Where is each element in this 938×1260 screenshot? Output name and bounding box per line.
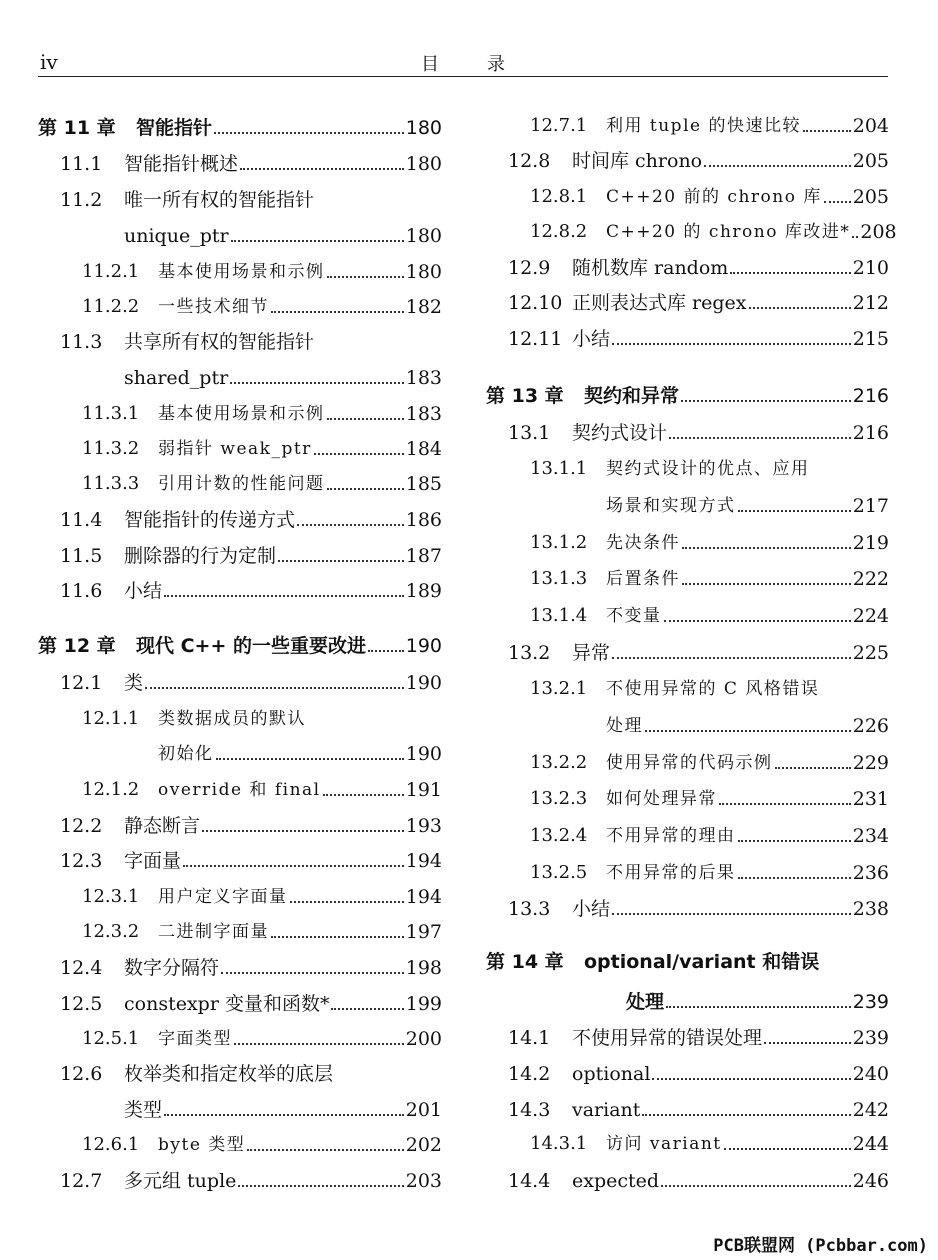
toc-entry [38, 326, 442, 354]
leader-dots [612, 342, 851, 345]
toc-entry [38, 952, 442, 980]
leader-dots [803, 129, 851, 132]
page-number: iv [40, 50, 58, 74]
toc-entry-page: 224 [852, 605, 889, 627]
toc-entry-number: 13.1 [508, 422, 551, 444]
toc-entry [38, 184, 442, 212]
toc-entry-number: 12.5 [60, 993, 103, 1015]
toc-entry-number: 13.1.1 [530, 458, 588, 479]
toc-entry-title: 智能指针 [136, 117, 213, 139]
toc-entry [38, 810, 442, 838]
leader-dots [738, 509, 851, 512]
toc-entry-page: 180 [405, 225, 442, 247]
leader-dots [164, 1113, 404, 1116]
leader-dots [183, 864, 404, 867]
leader-dots [764, 1041, 851, 1044]
toc-entry-title: 小结 [572, 328, 611, 350]
toc-entry [38, 256, 442, 284]
toc-entry-title: 契约和异常 [584, 385, 680, 407]
leader-dots [704, 164, 851, 167]
toc-entry [38, 220, 442, 248]
leader-dots [730, 271, 850, 274]
toc-entry-title: 异常 [572, 642, 611, 664]
leader-dots [612, 656, 851, 659]
toc-entry [38, 1094, 442, 1122]
leader-dots [145, 686, 404, 689]
toc-entry-number: 13.2.1 [530, 678, 588, 699]
toc-entry-title: 不用异常的理由 [606, 826, 736, 846]
toc-entry-number: 14.2 [508, 1063, 551, 1085]
toc-entry [486, 110, 889, 138]
toc-entry-title: 时间库 chrono [572, 150, 703, 172]
toc-entry-page: 190 [405, 743, 442, 765]
leader-dots [681, 399, 851, 402]
toc-entry-number: 12.8.2 [530, 221, 588, 242]
toc-entry-number: 11.2 [60, 189, 103, 211]
toc-entry-number: 11.5 [60, 545, 103, 567]
toc-entry [38, 291, 442, 319]
toc-entry [38, 148, 442, 176]
leader-dots [719, 802, 851, 805]
toc-entry [38, 988, 442, 1016]
toc-entry-number: 14.1 [508, 1027, 551, 1049]
toc-entry-page: 201 [405, 1099, 442, 1121]
toc-entry [486, 145, 889, 173]
toc-entry-title: 智能指针概述 [124, 153, 239, 175]
toc-entry-title: 共享所有权的智能指针 [124, 331, 315, 353]
toc-entry-number: 12.2 [60, 815, 103, 837]
toc-entry-title: 契约式设计 [572, 422, 668, 444]
toc-entry-page: 197 [405, 921, 442, 943]
toc-entry-title: 先决条件 [606, 533, 680, 553]
toc-entry [38, 703, 442, 731]
toc-entry-number: 12.8.1 [530, 186, 588, 207]
toc-entry [486, 673, 889, 701]
leader-dots [682, 582, 851, 585]
toc-entry-title: 引用计数的性能问题 [158, 474, 325, 494]
toc-entry-number: 12.1 [60, 672, 103, 694]
toc-entry-title: 契约式设计的优点、应用 [606, 459, 810, 479]
toc-entry-page: 216 [852, 422, 889, 444]
toc-entry-title: 类数据成员的默认 [158, 709, 306, 729]
leader-dots [221, 971, 404, 974]
toc-entry-title: constexpr 变量和函数* [124, 993, 330, 1015]
toc-entry-page: 183 [405, 367, 442, 389]
toc-entry-title: 类 [124, 672, 144, 694]
toc-entry [486, 893, 889, 921]
toc-entry-title: expected [572, 1170, 660, 1192]
toc-entry-title: 智能指针的传递方式 [124, 509, 296, 531]
toc-entry [486, 287, 889, 315]
leader-dots [278, 559, 404, 562]
toc-entry-number: 13.2.3 [530, 788, 588, 809]
toc-entry-number: 12.6 [60, 1063, 103, 1085]
toc-entry-page: 231 [852, 788, 889, 810]
toc-entry-number: 第 12 章 [38, 635, 116, 657]
toc-entry [486, 637, 889, 665]
toc-entry-title: 唯一所有权的智能指针 [124, 189, 315, 211]
toc-entry [486, 380, 889, 408]
toc-entry-number: 11.3.1 [82, 403, 140, 424]
toc-entry [486, 563, 889, 591]
leader-dots [642, 1113, 850, 1116]
toc-entry-page: 238 [852, 898, 889, 920]
toc-entry-page: 191 [405, 779, 442, 801]
toc-entry [486, 1022, 889, 1050]
toc-entry-number: 12.6.1 [82, 1134, 140, 1155]
watermark: PCB联盟网 (Pcbbar.com) [713, 1236, 928, 1256]
toc-entry [38, 845, 442, 873]
toc-entry-number: 11.3.2 [82, 438, 140, 459]
toc-entry-page: 180 [405, 117, 442, 139]
toc-entry-page: 210 [852, 257, 889, 279]
toc-entry-title: 弱指针 weak_ptr [158, 439, 312, 459]
toc-entry [486, 710, 889, 738]
leader-dots [271, 935, 404, 938]
leader-dots [214, 131, 404, 134]
toc-entry [486, 946, 889, 974]
toc-entry [38, 398, 442, 426]
toc-entry-page: 229 [852, 752, 889, 774]
toc-entry-title: 不变量 [606, 606, 662, 626]
leader-dots [297, 523, 404, 526]
toc-entry-page: 189 [405, 580, 442, 602]
toc-entry-page: 215 [852, 328, 889, 350]
toc-entry [486, 747, 889, 775]
toc-entry [38, 1058, 442, 1086]
toc-entry-number: 12.5.1 [82, 1028, 140, 1049]
toc-entry-page: 183 [405, 403, 442, 425]
toc-entry-number: 13.3 [508, 898, 551, 920]
toc-entry-number: 11.4 [60, 509, 103, 531]
leader-dots [645, 729, 851, 732]
leader-dots [738, 839, 851, 842]
leader-dots [775, 766, 851, 769]
leader-dots [240, 167, 404, 170]
toc-entry [486, 453, 889, 481]
leader-dots [238, 1184, 403, 1187]
toc-entry-number: 12.3.2 [82, 921, 140, 942]
toc-entry-number: 13.1.4 [530, 605, 588, 626]
toc-entry-page: 212 [852, 292, 889, 314]
leader-dots [327, 275, 404, 278]
toc-entry-title: 多元组 tuple [124, 1170, 237, 1192]
toc-entry-title: optional/variant 和错误 [584, 951, 820, 973]
toc-entry-number: 11.1 [60, 153, 103, 175]
toc-entry-number: 11.6 [60, 580, 103, 602]
toc-entry-number: 13.1.2 [530, 532, 588, 553]
toc-entry-number: 12.1.1 [82, 708, 140, 729]
toc-entry-number: 12.4 [60, 957, 103, 979]
leader-dots [682, 546, 851, 549]
toc-entry-number: 12.7.1 [530, 115, 588, 136]
leader-dots [247, 1148, 403, 1151]
leader-dots [664, 619, 851, 622]
toc-entry-title: 访问 variant [606, 1134, 722, 1154]
toc-entry-title: 枚举类和指定枚举的底层 [124, 1063, 334, 1085]
toc-entry [38, 630, 442, 658]
leader-dots [231, 239, 404, 242]
toc-entry [38, 575, 442, 603]
toc-entry-title: 用户定义字面量 [158, 887, 288, 907]
toc-entry-page: 208 [860, 221, 897, 243]
toc-entry-title: 后置条件 [606, 569, 680, 589]
toc-entry-page: 200 [405, 1028, 442, 1050]
toc-entry [38, 881, 442, 909]
toc-entry-page: 182 [405, 296, 442, 318]
toc-entry-title: 字面量 [124, 850, 182, 872]
toc-entry-page: 239 [852, 991, 889, 1013]
toc-entry [38, 1129, 442, 1157]
toc-entry-number: 13.1.3 [530, 568, 588, 589]
toc-entry-number: 12.8 [508, 150, 551, 172]
toc-entry-number: 14.3 [508, 1099, 551, 1121]
toc-entry [486, 323, 889, 351]
toc-entry-number: 第 11 章 [38, 117, 116, 139]
toc-entry-title: 随机数库 random [572, 257, 729, 279]
toc-entry-page: 180 [405, 153, 442, 175]
leader-dots [852, 235, 858, 238]
toc-entry-title: byte 类型 [158, 1135, 246, 1155]
toc-entry [38, 774, 442, 802]
toc-entry-page: 185 [405, 473, 442, 495]
toc-entry-number: 11.2.2 [82, 296, 140, 317]
toc-entry-number: 12.1.2 [82, 779, 140, 800]
toc-entry-page: 234 [852, 825, 889, 847]
toc-entry-number: 13.2.2 [530, 752, 588, 773]
toc-entry-number: 13.2 [508, 642, 551, 664]
toc-entry [486, 252, 889, 280]
leader-dots [669, 436, 851, 439]
toc-entry-number: 11.3.3 [82, 473, 140, 494]
toc-entry-title: 一些技术细节 [158, 297, 269, 317]
toc-entry-page: 219 [852, 532, 889, 554]
leader-dots [216, 757, 404, 760]
toc-entry-page: 216 [852, 385, 889, 407]
toc-entry-title: 处理 [606, 716, 643, 736]
leader-dots [164, 594, 404, 597]
leader-dots [323, 793, 404, 796]
toc-entry-page: 242 [852, 1099, 889, 1121]
toc-entry [486, 820, 889, 848]
toc-entry-title: C++20 前的 chrono 库 [606, 187, 822, 207]
toc-entry-page: 187 [405, 545, 442, 567]
leader-dots [738, 876, 851, 879]
toc-entry-title: 利用 tuple 的快速比较 [606, 116, 801, 136]
toc-entry-page: 205 [852, 150, 889, 172]
toc-entry-page: 246 [852, 1170, 889, 1192]
page-title: 目录 [421, 54, 553, 75]
toc-entry-title: unique_ptr [124, 225, 229, 247]
toc-entry-number: 12.3 [60, 850, 103, 872]
toc-entry [486, 857, 889, 885]
toc-entry-number: 14.4 [508, 1170, 551, 1192]
toc-entry-page: 222 [852, 568, 889, 590]
toc-entry-page: 193 [405, 815, 442, 837]
toc-entry [38, 916, 442, 944]
toc-entry [486, 783, 889, 811]
toc-entry-number: 13.2.5 [530, 862, 588, 883]
toc-entry-title: 静态断言 [124, 815, 201, 837]
toc-entry [38, 112, 442, 140]
leader-dots [661, 1184, 851, 1187]
toc-entry-page: 199 [405, 993, 442, 1015]
toc-entry-page: 239 [852, 1027, 889, 1049]
toc-entry [486, 417, 889, 445]
toc-entry [38, 504, 442, 532]
toc-entry-number: 12.7 [60, 1170, 103, 1192]
toc-entry-title: variant [572, 1099, 641, 1121]
toc-entry-title: 不使用异常的错误处理 [572, 1027, 763, 1049]
toc-entry-title: 字面类型 [158, 1029, 232, 1049]
toc-entry-page: 198 [405, 957, 442, 979]
page-header [38, 50, 888, 77]
toc-entry-page: 205 [852, 186, 889, 208]
leader-dots [230, 381, 404, 384]
leader-dots [290, 900, 404, 903]
toc-entry [486, 1165, 889, 1193]
toc-entry [38, 433, 442, 461]
toc-entry-title: 类型 [124, 1099, 163, 1121]
leader-dots [327, 487, 404, 490]
toc-entry-page: 184 [405, 438, 442, 460]
toc-entry-title: 小结 [124, 580, 163, 602]
toc-entry-title: 基本使用场景和示例 [158, 262, 325, 282]
toc-entry [38, 667, 442, 695]
leader-dots [202, 829, 404, 832]
toc-entry [38, 1023, 442, 1051]
leader-dots [749, 306, 851, 309]
toc-entry-page: 225 [852, 642, 889, 664]
toc-entry-page: 244 [852, 1133, 889, 1155]
toc-entry-page: 186 [405, 509, 442, 531]
toc-entry-page: 203 [405, 1170, 442, 1192]
toc-entry-title: optional [572, 1063, 651, 1085]
toc-entry-page: 204 [852, 115, 889, 137]
leader-dots [666, 1005, 851, 1008]
toc-entry-title: shared_ptr [124, 367, 229, 389]
toc-entry [38, 362, 442, 390]
toc-entry-page: 217 [852, 495, 889, 517]
toc-entry [486, 527, 889, 555]
toc-entry-title: 删除器的行为定制 [124, 545, 277, 567]
toc-entry-page: 190 [405, 672, 442, 694]
toc-entry-title: 不使用异常的 C 风格错误 [606, 679, 820, 699]
toc-entry-number: 11.2.1 [82, 261, 140, 282]
toc-entry-title: override 和 final [158, 780, 321, 800]
toc-entry-number: 第 13 章 [486, 385, 564, 407]
toc-entry-number: 12.3.1 [82, 886, 140, 907]
toc-entry-number: 12.11 [508, 328, 563, 350]
toc-entry-title: 数字分隔符 [124, 957, 220, 979]
leader-dots [824, 200, 851, 203]
toc-entry [486, 986, 889, 1014]
toc-entry [486, 1058, 889, 1086]
toc-entry-title: 初始化 [158, 744, 214, 764]
toc-entry-number: 第 14 章 [486, 951, 564, 973]
toc-entry [38, 1165, 442, 1193]
leader-dots [724, 1147, 851, 1150]
leader-dots [314, 452, 404, 455]
leader-dots [331, 1007, 403, 1010]
toc-entry [486, 600, 889, 628]
toc-entry-page: 240 [852, 1063, 889, 1085]
toc-entry [38, 540, 442, 568]
leader-dots [368, 649, 404, 652]
toc-entry-page: 190 [405, 635, 442, 657]
toc-entry-number: 11.3 [60, 331, 103, 353]
toc-entry-title: 基本使用场景和示例 [158, 404, 325, 424]
toc-entry [38, 468, 442, 496]
toc-entry-title: 场景和实现方式 [606, 496, 736, 516]
toc-entry [486, 1128, 889, 1156]
toc-entry-title: 使用异常的代码示例 [606, 753, 773, 773]
toc-entry [486, 181, 889, 209]
leader-dots [271, 310, 404, 313]
toc-entry-title: C++20 的 chrono 库改进* [606, 222, 851, 242]
toc-entry [38, 738, 442, 766]
toc-entry-page: 180 [405, 261, 442, 283]
toc-entry-number: 13.2.4 [530, 825, 588, 846]
toc-entry-title: 正则表达式库 regex [572, 292, 747, 314]
toc-entry-title: 处理 [626, 991, 665, 1013]
toc-entry-title: 不用异常的后果 [606, 863, 736, 883]
toc-entry [486, 490, 889, 518]
toc-entry-page: 226 [852, 715, 889, 737]
toc-entry-page: 194 [405, 850, 442, 872]
toc-entry-title: 小结 [572, 898, 611, 920]
leader-dots [234, 1042, 404, 1045]
toc-entry-page: 194 [405, 886, 442, 908]
toc-entry-title: 二进制字面量 [158, 922, 269, 942]
leader-dots [652, 1077, 850, 1080]
leader-dots [327, 417, 404, 420]
toc-entry-page: 236 [852, 862, 889, 884]
toc-entry-number: 12.9 [508, 257, 551, 279]
toc-entry-title: 如何处理异常 [606, 789, 717, 809]
toc-entry [486, 216, 897, 244]
toc-entry-number: 12.10 [508, 292, 563, 314]
toc-entry-number: 14.3.1 [530, 1133, 588, 1154]
toc-entry-title: 现代 C++ 的一些重要改进 [136, 635, 367, 657]
leader-dots [612, 912, 851, 915]
toc-entry [486, 1094, 889, 1122]
toc-entry-page: 202 [405, 1134, 442, 1156]
